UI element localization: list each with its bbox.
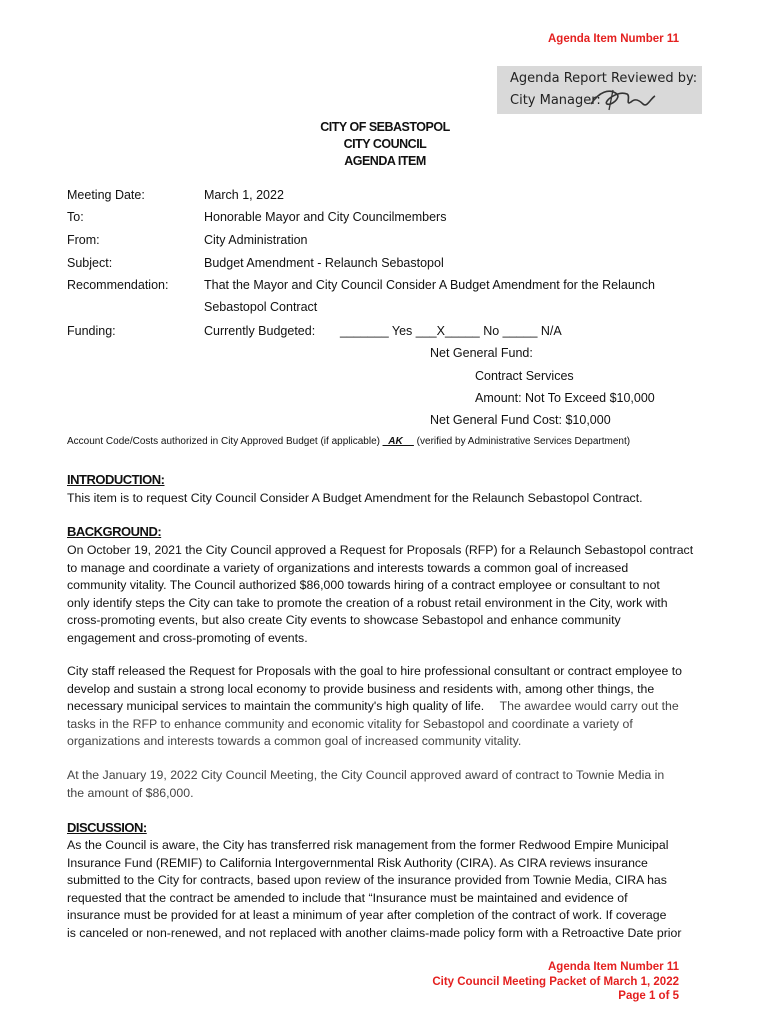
text-segment-gray: The awardee would carry out the [499, 699, 679, 714]
introduction-title: INTRODUCTION: [67, 472, 165, 487]
meeting-date-label: Meeting Date: [67, 188, 145, 202]
account-code-initials: _AK__ [382, 436, 414, 447]
text-line: is canceled or non-renewed, and not replaced with another claims-made policy form with a Retroactive Date prior [67, 925, 682, 940]
text-line: engagement and cross-promoting of events. [67, 630, 308, 645]
net-cost: Net General Fund Cost: $10,000 [430, 413, 611, 427]
text-line: to manage and coordinate a variety of organizations and interests towards a common goal of increased [67, 560, 629, 575]
heading-council: CITY COUNCIL [343, 137, 427, 151]
text-line: requested that the contract be amended to include that “Insurance must be maintained and evidence of [67, 890, 628, 905]
text-line: As the Council is aware, the City has transferred risk management from the former Redwood Empire Municipal [67, 838, 669, 852]
subject-value: Budget Amendment - Relaunch Sebastopol [204, 256, 444, 270]
meeting-date-value: March 1, 2022 [204, 188, 284, 202]
text-line: only identify steps the City can take to promote the creation of a robust retail environment in the City, work with [67, 595, 668, 610]
background-paragraph-3 [67, 767, 707, 802]
text-line: On October 19, 2021 the City Council approved a Request for Proposals (RFP) for a Relaunch Sebastopol contract [67, 543, 694, 557]
account-code-verified: (verified by Administrative Services Department) [416, 436, 631, 447]
discussion-paragraph [67, 837, 707, 943]
recommendation-line-1: That the Mayor and City Council Consider A Budget Amendment for the Relaunch [204, 278, 655, 292]
text-line: At the January 19, 2022 City Council Meeting, the City Council approved award of contract to Townie Media in [67, 768, 665, 782]
discussion-title: DISCUSSION: [67, 820, 147, 835]
funding-value: Currently Budgeted: [204, 324, 316, 338]
text-line: tasks in the RFP to enhance community and economic vitality for Sebastopol and coordinate a variety of [67, 716, 633, 731]
to-value: Honorable Mayor and City Councilmembers [204, 210, 447, 224]
funding-options: _______ Yes ___X_____ No _____ N/A [340, 324, 562, 338]
text-line-with-tail [67, 698, 707, 716]
recommendation-line-2: Sebastopol Contract [204, 300, 318, 314]
heading-agenda-item: AGENDA ITEM [344, 154, 426, 168]
contract-services: Contract Services [475, 369, 574, 383]
text-line: cross-promoting events, but also create City events to showcase Sebastopol and enhance community [67, 613, 621, 628]
text-line: organizations and interests towards a common goal of increased community vitality. [67, 734, 522, 749]
text-line: develop and sustain a strong local economy to provide business and residents with, among other things, the [67, 681, 655, 696]
agenda-item-number-top: Agenda Item Number 11 [547, 33, 679, 45]
review-stamp [497, 66, 702, 114]
background-paragraph-2 [67, 663, 707, 751]
signature-icon [587, 84, 657, 112]
recommendation-label: Recommendation: [67, 278, 169, 292]
heading-city: CITY OF SEBASTOPOL [320, 120, 450, 134]
to-label: To: [67, 210, 84, 224]
text-line: the amount of $86,000. [67, 785, 194, 800]
introduction-text: This item is to request City Council Consider A Budget Amendment for the Relaunch Sebastopol Contract. [67, 491, 643, 505]
background-paragraph-1 [67, 542, 707, 648]
footer-page-number: Page 1 of 5 [618, 990, 679, 1002]
background-title: BACKGROUND: [67, 524, 162, 539]
text-line: submitted to the City for contracts, based upon review of the insurance provided from Townie Media, CIRA has [67, 873, 667, 888]
text-line: community vitality. The Council authorized $86,000 towards hiring of a contract employee or consultant to not [67, 578, 660, 593]
stamp-line-1: Agenda Report Reviewed by: [510, 71, 698, 86]
account-code-text: Account Code/Costs authorized in City Approved Budget (if applicable) [67, 436, 380, 447]
from-label: From: [67, 233, 100, 247]
from-value: City Administration [204, 233, 308, 247]
net-general-fund: Net General Fund: [430, 346, 533, 360]
text-segment: necessary municipal services to maintain the community's high quality of life. [67, 699, 485, 714]
text-line: insurance must be provided for at least a minimum of year after completion of the contract of work. If coverage [67, 908, 667, 923]
stamp-line-2: City Manager: [510, 93, 601, 108]
text-line: Insurance Fund (REMIF) to California Intergovernmental Risk Authority (CIRA). As CIRA reviews insurance [67, 855, 648, 870]
subject-label: Subject: [67, 256, 113, 270]
funding-label: Funding: [67, 324, 116, 338]
footer-meeting-packet: City Council Meeting Packet of March 1, 2022 [432, 976, 679, 988]
footer-agenda-item: Agenda Item Number 11 [547, 961, 679, 973]
amount: Amount: Not To Exceed $10,000 [475, 391, 655, 405]
account-code-line [67, 436, 630, 447]
text-line: City staff released the Request for Proposals with the goal to hire professional consultant or contract employee to [67, 664, 682, 678]
